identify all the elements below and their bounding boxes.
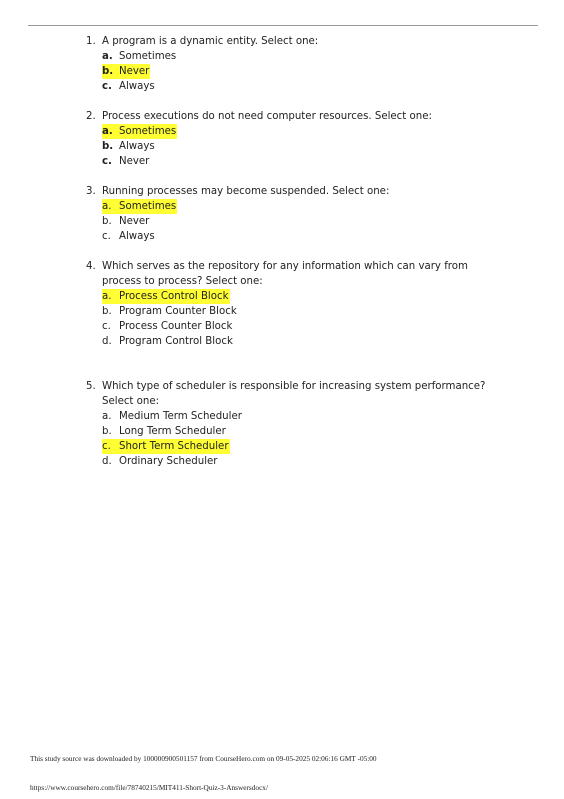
- source-url-link[interactable]: https://www.coursehero.com/file/78740215/MIT411-Short-Quiz-3-Answersdocx/: [30, 783, 268, 792]
- option-text: Sometimes: [119, 51, 177, 62]
- highlighted-answer: [102, 64, 150, 79]
- option-text: Short Term Scheduler: [119, 441, 229, 452]
- option-letter: a.: [102, 291, 112, 302]
- download-notice: This study source was downloaded by 100000900501157 from CourseHero.com on 09-05-2025 02:06:16 GMT -05:00: [30, 754, 377, 763]
- option-a[interactable]: [102, 289, 486, 304]
- option-letter: a.: [102, 126, 113, 137]
- option-list: [86, 49, 486, 94]
- question-2: [86, 109, 486, 169]
- option-text: Program Counter Block: [119, 306, 237, 317]
- option-text: Process Control Block: [119, 291, 229, 302]
- option-b[interactable]: [102, 139, 486, 154]
- option-letter: c.: [102, 156, 112, 167]
- option-letter: a.: [102, 411, 112, 422]
- option-a[interactable]: [102, 409, 486, 424]
- highlighted-answer: [102, 199, 177, 214]
- option-a[interactable]: [102, 49, 486, 64]
- option-letter: b.: [102, 306, 112, 317]
- option-letter: b.: [102, 141, 114, 152]
- question-text: A program is a dynamic entity. Select one:: [102, 36, 319, 47]
- question-text: Process executions do not need computer resources. Select one:: [102, 111, 432, 122]
- option-letter: b.: [102, 66, 114, 77]
- option-text: Long Term Scheduler: [119, 426, 226, 437]
- highlighted-answer: [102, 124, 177, 139]
- option-letter: a.: [102, 201, 112, 212]
- option-text: Never: [119, 156, 150, 167]
- option-list: [86, 289, 486, 349]
- option-text: Medium Term Scheduler: [119, 411, 242, 422]
- question-number: 4.: [86, 261, 96, 272]
- top-divider: [28, 25, 538, 26]
- option-b[interactable]: [102, 64, 486, 79]
- option-letter: c.: [102, 81, 112, 92]
- option-letter: d.: [102, 456, 112, 467]
- highlighted-answer: [102, 439, 230, 454]
- option-text: Process Counter Block: [119, 321, 233, 332]
- question-text: Running processes may become suspended. Select one:: [102, 186, 390, 197]
- option-b[interactable]: [102, 214, 486, 229]
- option-b[interactable]: [102, 304, 486, 319]
- option-letter: c.: [102, 321, 111, 332]
- option-c[interactable]: [102, 439, 486, 454]
- option-text: Always: [119, 141, 155, 152]
- question-4: [86, 259, 486, 349]
- option-letter: a.: [102, 51, 113, 62]
- question-number: 2.: [86, 111, 96, 122]
- option-text: Always: [119, 81, 155, 92]
- question-number: 3.: [86, 186, 96, 197]
- question-5: [86, 379, 486, 469]
- option-c[interactable]: [102, 319, 486, 334]
- option-c[interactable]: [102, 154, 486, 169]
- option-a[interactable]: [102, 199, 486, 214]
- question-number: 5.: [86, 381, 96, 392]
- option-text: Program Control Block: [119, 336, 233, 347]
- question-text: Which serves as the repository for any information which can vary from process to process? Select one:: [102, 261, 468, 287]
- option-letter: c.: [102, 231, 111, 242]
- question-1: [86, 34, 486, 94]
- option-letter: d.: [102, 336, 112, 347]
- option-text: Never: [119, 216, 150, 227]
- option-text: Sometimes: [119, 201, 177, 212]
- option-text: Sometimes: [119, 126, 177, 137]
- option-text: Always: [119, 231, 155, 242]
- option-list: [86, 409, 486, 469]
- question-text: Which type of scheduler is responsible for increasing system performance? Select one:: [102, 381, 486, 407]
- highlighted-answer: [102, 289, 230, 304]
- option-a[interactable]: [102, 124, 486, 139]
- option-text: Ordinary Scheduler: [119, 456, 218, 467]
- option-c[interactable]: [102, 79, 486, 94]
- option-list: [86, 199, 486, 244]
- option-text: Never: [119, 66, 150, 77]
- option-c[interactable]: [102, 229, 486, 244]
- option-list: [86, 124, 486, 169]
- question-number: 1.: [86, 36, 96, 47]
- option-d[interactable]: [102, 334, 486, 349]
- question-3: [86, 184, 486, 244]
- option-b[interactable]: [102, 424, 486, 439]
- option-d[interactable]: [102, 454, 486, 469]
- option-letter: b.: [102, 426, 112, 437]
- option-letter: b.: [102, 216, 112, 227]
- option-letter: c.: [102, 441, 111, 452]
